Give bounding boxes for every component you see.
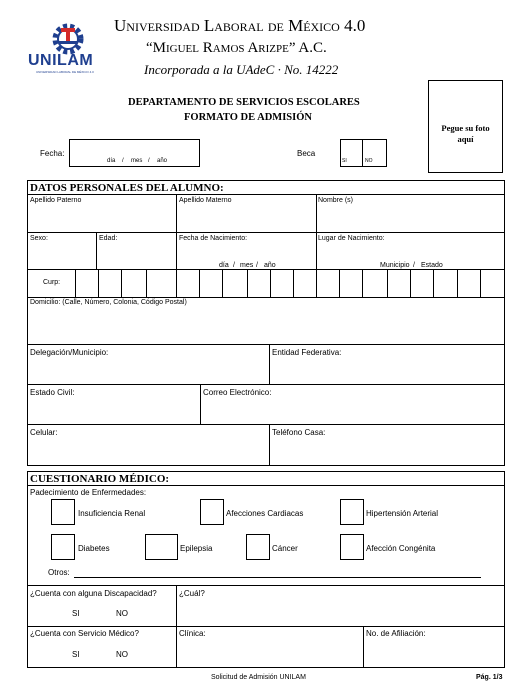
- fecha-nac-label: Fecha de Nacimiento:: [179, 235, 248, 242]
- delegacion-label: Delegación/Municipio:: [30, 348, 109, 357]
- lugar-nac-label: Lugar de Nacimiento:: [318, 235, 385, 242]
- edad-field[interactable]: [97, 233, 176, 268]
- diabetes-label: Diabetes: [78, 544, 110, 553]
- lugar-estado: Estado: [421, 262, 443, 269]
- logo-subtext: UNIVERSIDAD LABORAL DE MÉXICO 4.0: [36, 70, 94, 74]
- fecha-label: Fecha:: [40, 149, 65, 158]
- cual-field[interactable]: [177, 586, 504, 625]
- insuficiencia-renal-label: Insuficiencia Renal: [78, 509, 146, 518]
- afiliacion-label: No. de Afiliación:: [366, 629, 426, 638]
- afecciones-cardiacas-checkbox[interactable]: [200, 499, 224, 525]
- diabetes-checkbox[interactable]: [51, 534, 75, 560]
- unilam-logo: [26, 22, 110, 80]
- hipertension-label: Hipertensión Arterial: [366, 509, 439, 518]
- estado-civil-field[interactable]: [28, 385, 200, 424]
- beca-si-label: SI: [342, 158, 347, 164]
- afecciones-cardiacas-label: Afecciones Cardiacas: [226, 509, 304, 518]
- servicio-no[interactable]: NO: [116, 650, 128, 659]
- curp-label: Curp:: [43, 279, 61, 286]
- edad-label: Edad:: [99, 235, 118, 242]
- nombres-field[interactable]: [317, 195, 504, 231]
- domicilio-label: Domicilio: (Calle, Número, Colonia, Código Postal): [30, 299, 187, 306]
- footer-page: Pág. 1/3: [476, 674, 503, 681]
- hipertension-checkbox[interactable]: [340, 499, 364, 525]
- beca-no-label: NO: [365, 158, 373, 164]
- nac-mes: mes: [240, 262, 254, 269]
- telefono-label: Teléfono Casa:: [272, 428, 326, 437]
- curp-field[interactable]: [75, 270, 504, 297]
- cancer-label: Cáncer: [272, 544, 298, 553]
- discapacidad-si[interactable]: SI: [72, 609, 80, 618]
- nac-dia: día: [219, 262, 229, 269]
- nac-sep: /: [233, 262, 235, 269]
- domicilio-field[interactable]: [28, 298, 504, 344]
- university-name: Universidad Laboral de México 4.0: [114, 16, 366, 35]
- lugar-sep: /: [413, 262, 415, 269]
- insuficiencia-renal-checkbox[interactable]: [51, 499, 75, 525]
- fecha-mes: mes: [131, 158, 143, 164]
- correo-field[interactable]: [201, 385, 504, 424]
- epilepsia-label: Epilepsia: [180, 544, 213, 553]
- discapacidad-no[interactable]: NO: [116, 609, 128, 618]
- incorporation: Incorporada a la UAdeC · No. 14222: [144, 62, 339, 77]
- entidad-field[interactable]: [270, 345, 504, 384]
- apellido-paterno-field[interactable]: [28, 195, 176, 231]
- epilepsia-checkbox[interactable]: [145, 534, 178, 560]
- celular-field[interactable]: [28, 425, 269, 465]
- celular-label: Celular:: [30, 428, 58, 437]
- cancer-checkbox[interactable]: [246, 534, 270, 560]
- department-title: DEPARTAMENTO DE SERVICIOS ESCOLARES: [128, 97, 360, 108]
- apellido-materno-label: Apellido Materno: [179, 197, 232, 204]
- university-subname: “Miguel Ramos Arizpe” A.C.: [146, 40, 327, 56]
- otros-line[interactable]: [74, 577, 481, 578]
- fecha-sep: /: [122, 158, 124, 164]
- sexo-label: Sexo:: [30, 235, 48, 242]
- cual-label: ¿Cuál?: [179, 589, 205, 598]
- clinica-field[interactable]: [177, 627, 363, 667]
- lugar-nac-field[interactable]: [317, 233, 504, 268]
- nombres-label: Nombre (s): [318, 197, 354, 204]
- nac-anio: año: [264, 262, 276, 269]
- delegacion-field[interactable]: [28, 345, 269, 384]
- apellido-paterno-label: Apellido Paterno: [30, 197, 82, 204]
- entidad-label: Entidad Federativa:: [272, 348, 342, 357]
- afeccion-congenita-checkbox[interactable]: [340, 534, 364, 560]
- sexo-field[interactable]: [28, 233, 96, 268]
- nac-sep: /: [256, 262, 258, 269]
- discapacidad-question: ¿Cuenta con alguna Discapacidad?: [30, 589, 157, 598]
- photo-label: Pegue su foto aquí: [441, 123, 490, 144]
- servicio-si[interactable]: SI: [72, 650, 80, 659]
- servicio-question: ¿Cuenta con Servicio Médico?: [30, 629, 139, 638]
- padecimiento-label: Padecimiento de Enfermedades:: [30, 488, 147, 497]
- footer-title: Solicitud de Admisión UNILAM: [211, 674, 306, 681]
- beca-label: Beca: [297, 149, 316, 158]
- medical-section-title: CUESTIONARIO MÉDICO:: [30, 473, 170, 485]
- form-title: FORMATO DE ADMISIÓN: [184, 112, 312, 123]
- fecha-dia: día: [107, 158, 116, 164]
- fecha-anio: año: [157, 158, 168, 164]
- clinica-label: Clínica:: [179, 629, 206, 638]
- apellido-materno-field[interactable]: [177, 195, 316, 231]
- fecha-sep: /: [148, 158, 150, 164]
- afiliacion-field[interactable]: [364, 627, 504, 667]
- otros-label: Otros:: [48, 568, 70, 577]
- telefono-field[interactable]: [270, 425, 504, 465]
- lugar-municipio: Municipio: [380, 262, 410, 269]
- personal-section-title: DATOS PERSONALES DEL ALUMNO:: [30, 182, 224, 194]
- afeccion-congenita-label: Afección Congénita: [366, 544, 436, 553]
- logo-text: UNILAM: [28, 52, 94, 69]
- estado-civil-label: Estado Civil:: [30, 388, 75, 397]
- correo-label: Correo Electrónico:: [203, 388, 272, 397]
